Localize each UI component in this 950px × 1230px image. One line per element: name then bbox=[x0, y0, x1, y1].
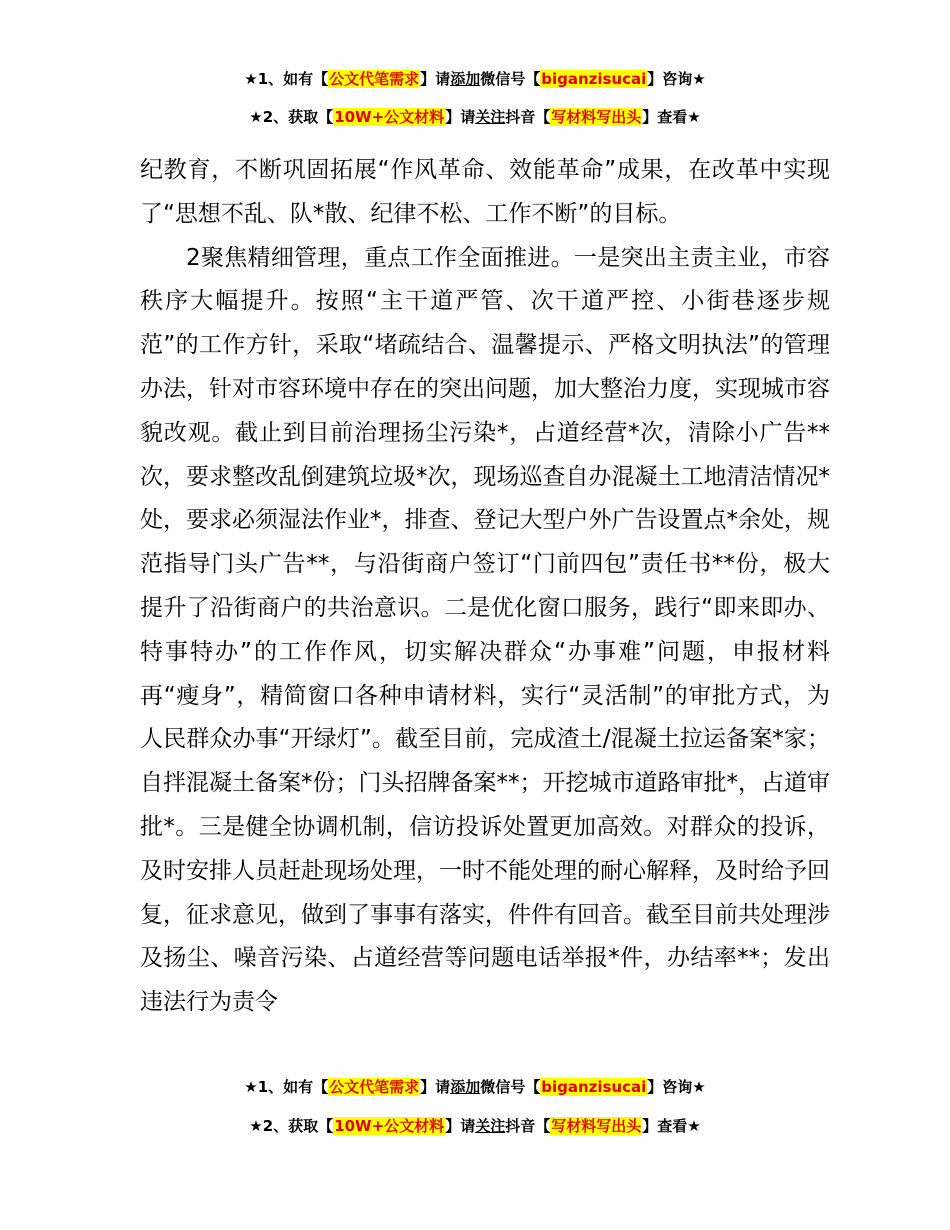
header-ad-line-2 bbox=[0, 107, 950, 127]
body-paragraph-2: 2聚焦精细管理，重点工作全面推进。一是突出主责主业，市容秩序大幅提升。按照“主干道严管、次干道严控、小街巷逐步规范”的工作方针，采取“堵疏结合、温馨提示、严格文明执法”的管理办法，针对市容环境中存在的突出问题，加大整治力度，实现城市容貌改观。截止到目前治理扬尘污染*，占道经营*次，清除小广告**次，要求整改乱倒建筑垃圾*次，现场巡查自办混凝土工地清洁情况*处，要求必须湿法作业*，排查、登记大型户外广告设置点*余处，规范指导门头广告**，与沿街商户签订“门前四包”责任书**份，极大提升了沿街商户的共治意识。二是优化窗口服务，践行“即来即办、特事特办”的工作作风，切实解决群众“办事难”问题，申报材料再“瘦身”，精简窗口各种申请材料，实行“灵活制”的审批方式，为人民群众办事“开绿灯”。截至目前，完成渣土/混凝土拉运备案*家；自拌混凝土备案*份；门头招牌备案**；开挖城市道路审批*，占道审批*。三是健全协调机制，信访投诉处置更加高效。对群众的投诉，及时安排人员赶赴现场处理，一时不能处理的耐心解释，及时给予回复，征求意见，做到了事事有落实，件件有回音。截至目前共处理涉及扬尘、噪音污染、占道经营等问题电话举报*件，办结率**；发出违法行为责令 bbox=[140, 244, 830, 1016]
ad-text: 1、如有【 bbox=[257, 1078, 329, 1096]
ad-text: 】查看★ bbox=[642, 1117, 701, 1135]
ad-text: 】请 bbox=[445, 1117, 476, 1135]
ad-underlined: 关注 bbox=[475, 108, 506, 126]
ad-underlined: 添加 bbox=[450, 70, 481, 88]
douyin-id-highlight: 写材料写出头 bbox=[551, 1117, 642, 1135]
ad-highlight: 公文代笔需求 bbox=[329, 1078, 420, 1096]
ad-text: 】查看★ bbox=[642, 108, 701, 126]
star-icon: ★ bbox=[244, 1078, 258, 1096]
star-icon: ★ bbox=[249, 108, 263, 126]
ad-text: 微信号【 bbox=[480, 1078, 541, 1096]
ad-highlight: 10W+公文材料 bbox=[334, 108, 445, 126]
document-body bbox=[140, 149, 830, 1025]
ad-text: 】请 bbox=[445, 108, 476, 126]
footer-ad-line-2 bbox=[0, 1116, 950, 1136]
star-icon: ★ bbox=[244, 70, 258, 88]
wechat-id-highlight: biganzisucai bbox=[541, 1078, 647, 1096]
ad-underlined: 添加 bbox=[450, 1078, 481, 1096]
ad-text: 2、获取【 bbox=[262, 108, 334, 126]
ad-text: 抖音【 bbox=[505, 108, 551, 126]
ad-text: 2、获取【 bbox=[262, 1117, 334, 1135]
ad-text: 抖音【 bbox=[505, 1117, 551, 1135]
footer-ad-line-1 bbox=[0, 1077, 950, 1097]
douyin-id-highlight: 写材料写出头 bbox=[551, 108, 642, 126]
ad-underlined: 关注 bbox=[475, 1117, 506, 1135]
ad-text: 】请 bbox=[420, 70, 451, 88]
ad-highlight: 公文代笔需求 bbox=[329, 70, 420, 88]
ad-text: 1、如有【 bbox=[257, 70, 329, 88]
ad-highlight: 10W+公文材料 bbox=[334, 1117, 445, 1135]
ad-text: 】咨询★ bbox=[647, 1078, 706, 1096]
wechat-id-highlight: biganzisucai bbox=[541, 70, 647, 88]
star-icon: ★ bbox=[249, 1117, 263, 1135]
ad-text: 】请 bbox=[420, 1078, 451, 1096]
body-paragraph-1: 纪教育，不断巩固拓展“作风革命、效能革命”成果，在改革中实现了“思想不乱、队*散、纪律不松、工作不断”的目标。 bbox=[140, 157, 830, 227]
ad-text: 】咨询★ bbox=[647, 70, 706, 88]
ad-text: 微信号【 bbox=[480, 70, 541, 88]
header-ad-line-1 bbox=[0, 69, 950, 89]
